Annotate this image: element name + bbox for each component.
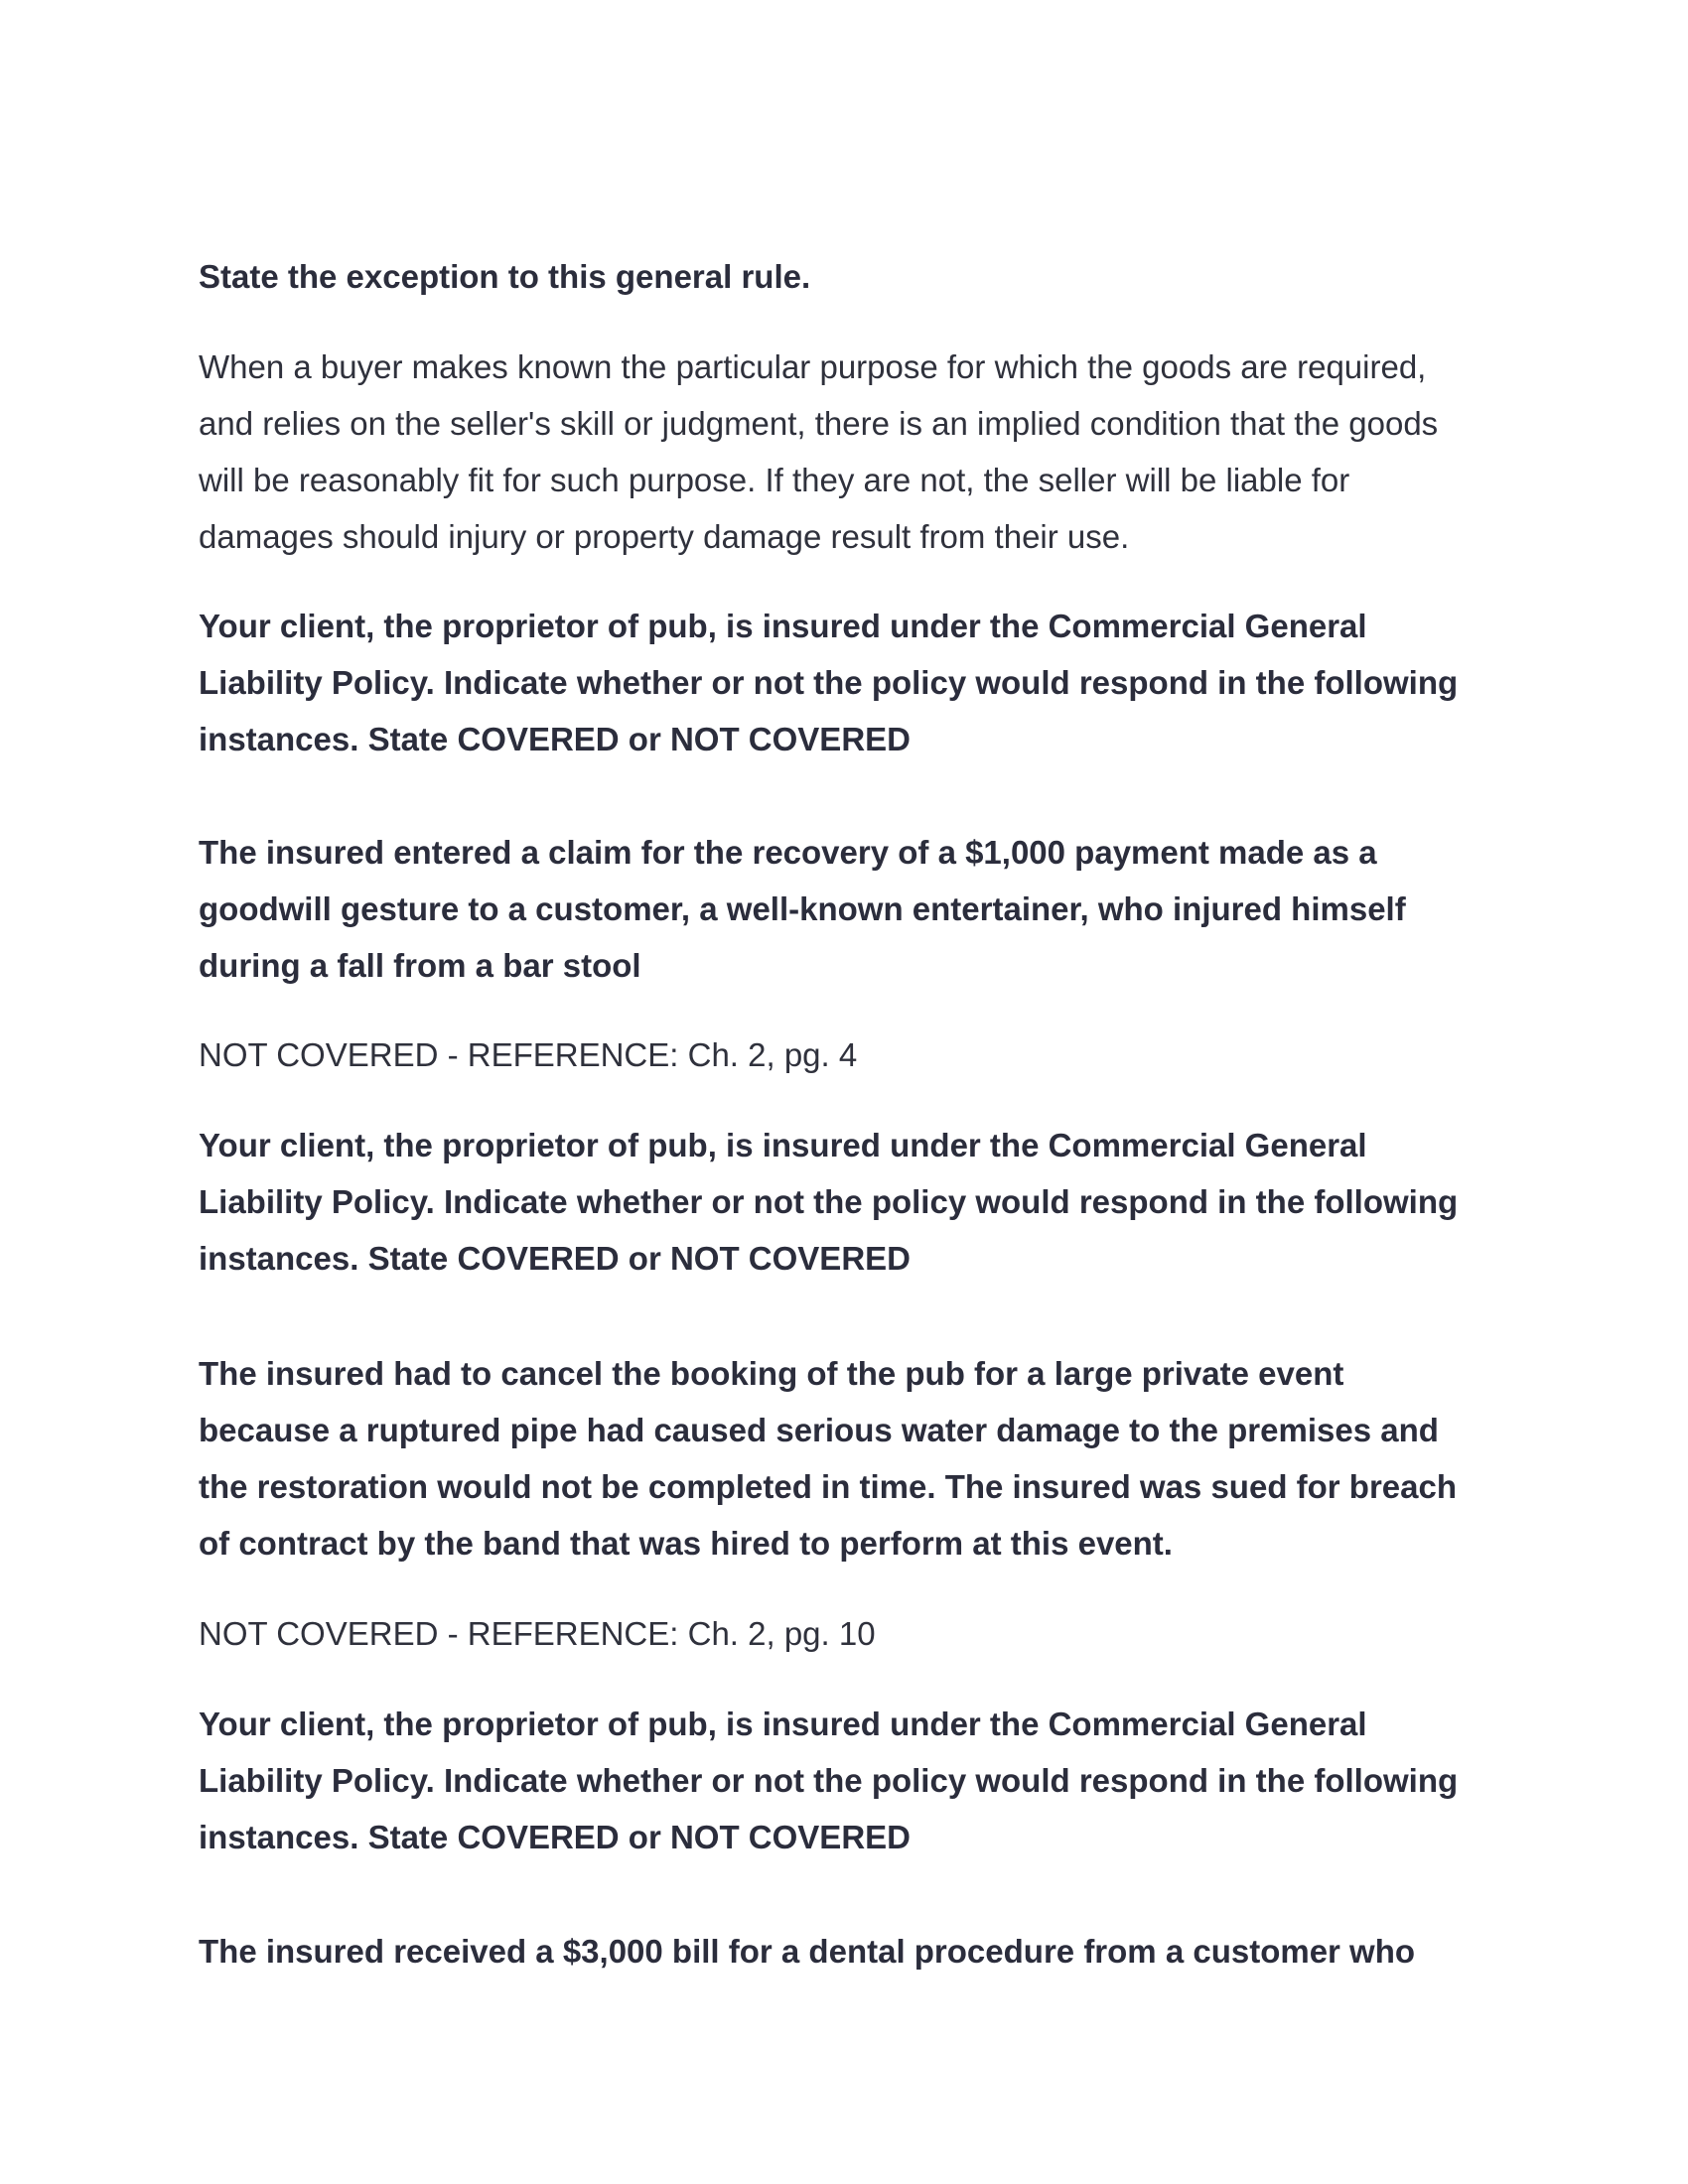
- text-line: Liability Policy. Indicate whether or not the policy would respond in the following: [199, 1183, 1459, 1220]
- text-line: instances. State COVERED or NOT COVERED: [199, 1819, 911, 1855]
- text-line: The insured received a $3,000 bill for a dental procedure from a customer who: [199, 1933, 1416, 1970]
- text-line: and relies on the seller's skill or judgment, there is an implied condition that the goods: [199, 405, 1439, 442]
- question-2-answer: [199, 1026, 1509, 1083]
- text-line: because a ruptured pipe had caused serious water damage to the premises and: [199, 1412, 1439, 1448]
- text-line: NOT COVERED - REFERENCE: Ch. 2, pg. 4: [199, 1036, 858, 1073]
- document-page: [199, 0, 1509, 2184]
- text-line: State the exception to this general rule.: [199, 258, 811, 295]
- question-2-prompt: [199, 598, 1509, 767]
- text-line: When a buyer makes known the particular purpose for which the goods are required,: [199, 348, 1427, 385]
- text-line: of contract by the band that was hired to perform at this event.: [199, 1525, 1173, 1562]
- text-line: Your client, the proprietor of pub, is insured under the Commercial General: [199, 608, 1367, 644]
- text-line: NOT COVERED - REFERENCE: Ch. 2, pg. 10: [199, 1615, 876, 1652]
- question-4-scenario: [199, 1923, 1509, 1979]
- text-line: goodwill gesture to a customer, a well-known entertainer, who injured himself: [199, 890, 1406, 927]
- question-4-prompt: [199, 1696, 1509, 1865]
- text-line: Liability Policy. Indicate whether or not the policy would respond in the following: [199, 664, 1459, 701]
- text-line: Your client, the proprietor of pub, is insured under the Commercial General: [199, 1127, 1367, 1163]
- text-line: instances. State COVERED or NOT COVERED: [199, 1240, 911, 1277]
- text-line: Your client, the proprietor of pub, is insured under the Commercial General: [199, 1706, 1367, 1742]
- text-line: instances. State COVERED or NOT COVERED: [199, 721, 911, 757]
- question-3-scenario: [199, 1345, 1509, 1571]
- text-line: The insured had to cancel the booking of the pub for a large private event: [199, 1355, 1344, 1392]
- text-line: the restoration would not be completed in time. The insured was sued for breach: [199, 1468, 1458, 1505]
- text-line: during a fall from a bar stool: [199, 947, 641, 984]
- question-1-prompt: [199, 248, 1509, 305]
- text-line: damages should injury or property damage result from their use.: [199, 518, 1130, 555]
- text-line: will be reasonably fit for such purpose. If they are not, the seller will be liable for: [199, 462, 1350, 498]
- text-line: Liability Policy. Indicate whether or not the policy would respond in the following: [199, 1762, 1459, 1799]
- question-3-prompt: [199, 1117, 1509, 1287]
- question-1-answer: [199, 339, 1509, 565]
- text-line: The insured entered a claim for the recovery of a $1,000 payment made as a: [199, 834, 1377, 871]
- question-3-answer: [199, 1605, 1509, 1662]
- question-2-scenario: [199, 824, 1509, 994]
